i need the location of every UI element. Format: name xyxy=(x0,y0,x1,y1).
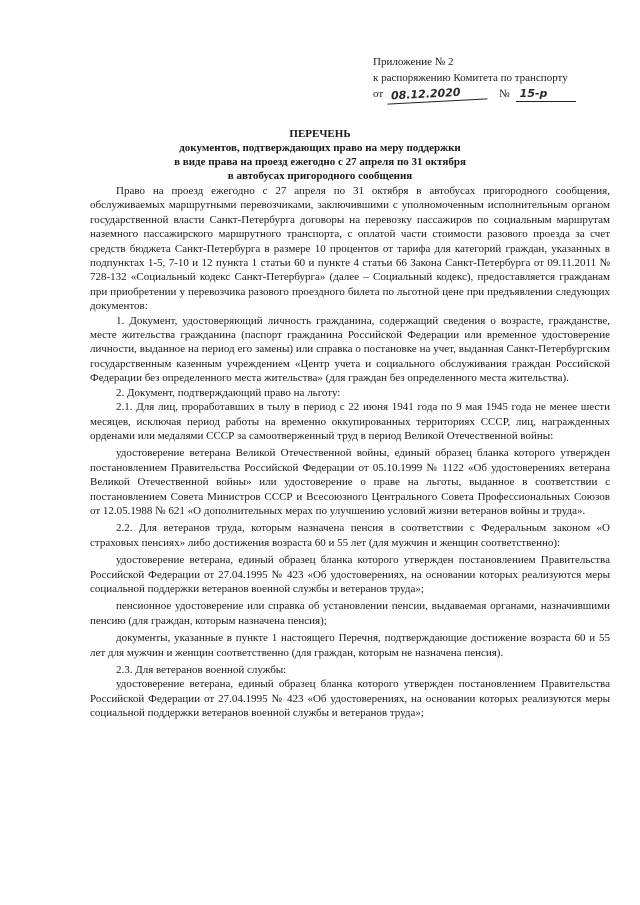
paragraph-item-1: 1. Документ, удостоверяющий личность гражданина, содержащий сведения о возрасте, гражданстве, месте жительства гражданина (паспорт гражданина Российской Федерации или временное удостоверение личности, выданное на период его замены) или справка о постановке на учет, выданная Санкт-Петербургским государственным казенным учреждением «Центр учета и социального обслуживания граждан Российской Федерации без определенного места жительства» (для граждан без определенного места жительства). xyxy=(90,314,610,385)
order-date-line xyxy=(373,86,623,102)
handwritten-date: 08.12.2020 xyxy=(387,84,488,104)
title-line-2: документов, подтверждающих право на меру поддержки xyxy=(179,142,461,154)
number-label: № xyxy=(499,88,510,100)
paragraph-wwii-certificate: удостоверение ветерана Великой Отечественной войны, единый образец бланка которого утвержден постановлением Правительства Российской Федерации от 05.10.1999 № 1122 «Об удостоверениях ветерана Великой Отечественной войны» или удостоверение о праве на льготы, выданное в соответствии с постановлением Совета Министров СССР и Всесоюзного Центрального Совета Профессиональных Союзов от 12.05.1988 № 621 «О дополнительных мерах по улучшению условий жизни ветеранов войны и труда». xyxy=(90,447,610,517)
intro-paragraph: Право на проезд ежегодно с 27 апреля по 31 октября в автобусах пригородного сообщения, обслуживаемых маршрутными перевозчиками, заключившими с уполномоченным исполнительным органом государственной власти Санкт-Петербурга договоры на перевозку пассажиров по социальным маршрутам наземного пассажирского маршрутного транспорта, с оплатой части стоимости разового проезда за счет средств бюджета Санкт-Петербурга в размере 10 процентов от тарифа для категорий граждан, указанных в подпунктах 1-5, 7-10 и 12 пункта 1 статьи 60 и пункте 4 статьи 66 Закона Санкт-Петербурга от 09.11.2011 № 728-132 «Социальный кодекс Санкт-Петербурга» (далее – Социальный кодекс), предоставляется гражданам при приобретении у перевозчика разового проездного билета по льготной цене при предъявлении следующих документов: xyxy=(90,185,610,313)
date-prefix: от xyxy=(373,88,384,100)
title-line-4: в автобусах пригородного сообщения xyxy=(227,170,413,182)
appendix-reference: к распоряжению Комитета по транспорту xyxy=(373,72,568,84)
title-line-1: ПЕРЕЧЕНЬ xyxy=(289,128,351,140)
paragraph-veteran-certificate: удостоверение ветерана, единый образец бланка которого утвержден постановлением Правительства Российской Федерации от 27.04.1995 № 423 «Об удостоверениях, на основании которых реализуются меры социальной поддержки ветеранов военной службы и ветеранов труда»; xyxy=(90,554,610,595)
paragraph-item-2: 2. Документ, подтверждающий право на льготу: xyxy=(116,386,341,399)
paragraph-military-veteran-certificate: удостоверение ветерана, единый образец бланка которого утвержден постановлением Правительства Российской Федерации от 27.04.1995 № 423 «Об удостоверениях, на основании которых реализуются меры социальной поддержки ветеранов военной службы и ветеранов труда»; xyxy=(90,678,610,720)
appendix-header xyxy=(373,54,623,102)
paragraph-pension-certificate: пенсионное удостоверение или справка об установлении пенсии, выдаваемая органами, назначившими пенсию (для граждан, которым назначена пенсия); xyxy=(90,600,610,627)
paragraph-item-2-2: 2.2. Для ветеранов труда, которым назначена пенсия в соответствии с Федеральным законом «О страховых пенсиях» либо достижения возраста 60 и 55 лет (для мужчин и женщин соответственно): xyxy=(90,522,610,549)
title-line-3: в виде права на проезд ежегодно с 27 апреля по 31 октября xyxy=(174,156,466,168)
paragraph-item-2-1: 2.1. Для лиц, проработавших в тылу в период с 22 июня 1941 года по 9 мая 1945 года не менее шести месяцев, исключая период работы на временно оккупированных территориях СССР, лиц, награжденных орденами или медалями СССР за самоотверженный труд в период Великой Отечественной войны: xyxy=(90,401,610,442)
document-title xyxy=(90,127,550,183)
handwritten-number: 15-р xyxy=(516,87,576,102)
appendix-number: Приложение № 2 xyxy=(373,56,454,68)
paragraph-item-2-3: 2.3. Для ветеранов военной службы: xyxy=(116,664,287,676)
document-body xyxy=(90,184,610,721)
paragraph-age-documents: документы, указанные в пункте 1 настоящего Перечня, подтверждающие достижение возраста 60 и 55 лет для мужчин и женщин соответственно (для граждан, которым не назначена пенсия). xyxy=(90,632,610,659)
